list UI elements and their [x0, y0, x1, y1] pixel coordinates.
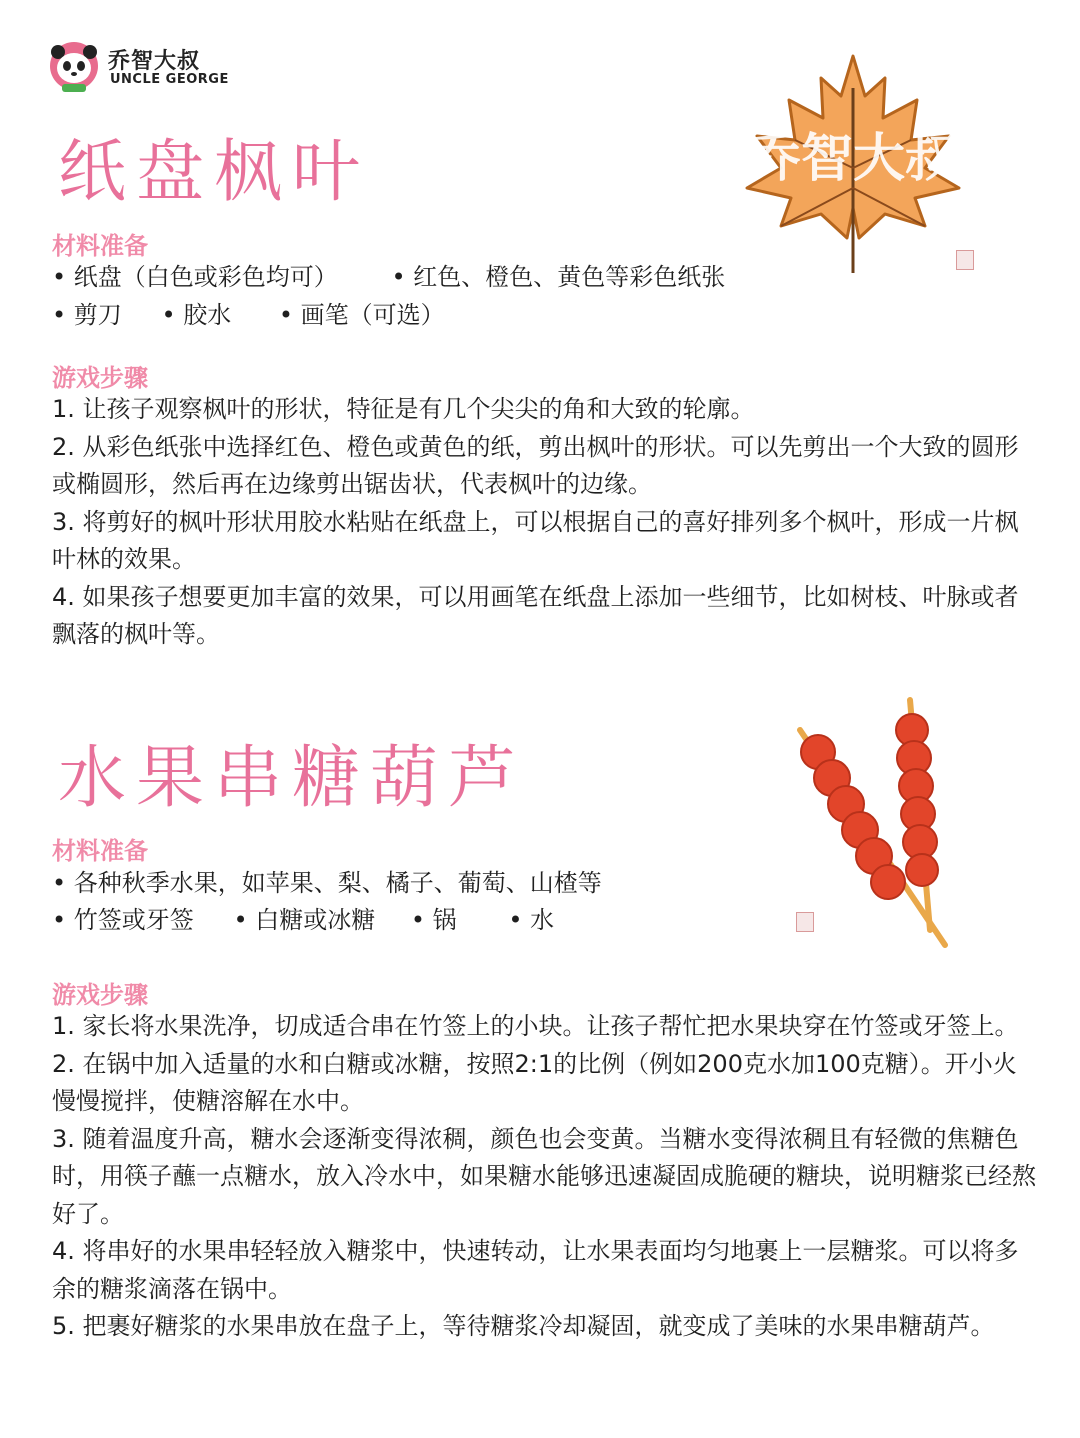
material-item: • 画笔（可选） — [279, 296, 445, 334]
step-text: 1. 家长将水果洗净，切成适合串在竹签上的小块。让孩子帮忙把水果块穿在竹签或牙签上。 — [52, 1012, 1019, 1040]
material-item: • 竹签或牙签 — [52, 901, 194, 939]
step-text: 3. 随着温度升高，糖水会逐渐变得浓稠，颜色也会变黄。当糖水变得浓稠且有轻微的焦糖色时，用筷子蘸一点糖水，放入冷水中，如果糖水能够迅速凝固成脆硬的糖块，说明糖浆已经熬好了。 — [52, 1124, 1036, 1228]
panda-icon — [44, 40, 104, 96]
section1-materials-row1 — [52, 258, 725, 296]
section2-materials-row2 — [52, 901, 554, 939]
brand-name-cn: 乔智大叔 — [108, 49, 201, 74]
section1-materials-label: 材料准备 — [52, 232, 148, 260]
step-text: 4. 将串好的水果串轻轻放入糖浆中，快速转动，让水果表面均匀地裹上一层糖浆。可以将多余的糖浆滴落在锅中。 — [52, 1237, 1019, 1303]
material-item: • 锅 — [411, 901, 457, 939]
section1-steps-label: 游戏步骤 — [52, 364, 148, 392]
material-item: • 红色、橙色、黄色等彩色纸张 — [391, 258, 725, 296]
material-item: • 纸盘（白色或彩色均可） — [52, 258, 338, 296]
material-item: • 水 — [508, 901, 554, 939]
material-item: • 白糖或冰糖 — [233, 901, 375, 939]
material-item: • 剪刀 — [52, 296, 122, 334]
section2-steps — [52, 1008, 1037, 1346]
material-item: • 胶水 — [161, 296, 231, 334]
brand-name-en: UNCLE GEORGE — [110, 72, 229, 87]
material-item: • 各种秋季水果，如苹果、梨、橘子、葡萄、山楂等 — [52, 864, 602, 902]
watermark-text: 乔智大叔 — [748, 129, 958, 189]
section1-materials-row2 — [52, 296, 445, 334]
step-text: 5. 把裹好糖浆的水果串放在盘子上，等待糖浆冷却凝固，就变成了美味的水果串糖葫芦。 — [52, 1312, 995, 1340]
section2-materials-label: 材料准备 — [52, 837, 148, 865]
step-text: 4. 如果孩子想要更加丰富的效果，可以用画笔在纸盘上添加一些细节，比如树枝、叶脉或者飘落的枫叶等。 — [52, 582, 1019, 648]
step-text: 1. 让孩子观察枫叶的形状，特征是有几个尖尖的角和大致的轮廓。 — [52, 395, 755, 423]
section2-title: 水果串糖葫芦 — [58, 739, 527, 818]
step-text: 3. 将剪好的枫叶形状用胶水粘贴在纸盘上，可以根据自己的喜好排列多个枫叶，形成一片枫叶林的效果。 — [52, 507, 1019, 573]
section1-title: 纸盘枫叶 — [58, 133, 371, 212]
seal-stamp — [796, 912, 814, 932]
section1-steps — [52, 391, 1037, 654]
maple-leaf-illustration — [735, 48, 970, 278]
step-text: 2. 从彩色纸张中选择红色、橙色或黄色的纸，剪出枫叶的形状。可以先剪出一个大致的圆形或椭圆形，然后再在边缘剪出锯齿状，代表枫叶的边缘。 — [52, 432, 1019, 498]
step-text: 2. 在锅中加入适量的水和白糖或冰糖，按照2:1的比例（例如200克水加100克糖）。开小火慢慢搅拌，使糖溶解在水中。 — [52, 1049, 1017, 1115]
section2-materials-row1 — [52, 864, 602, 902]
seal-stamp — [956, 250, 974, 270]
section2-steps-label: 游戏步骤 — [52, 981, 148, 1009]
